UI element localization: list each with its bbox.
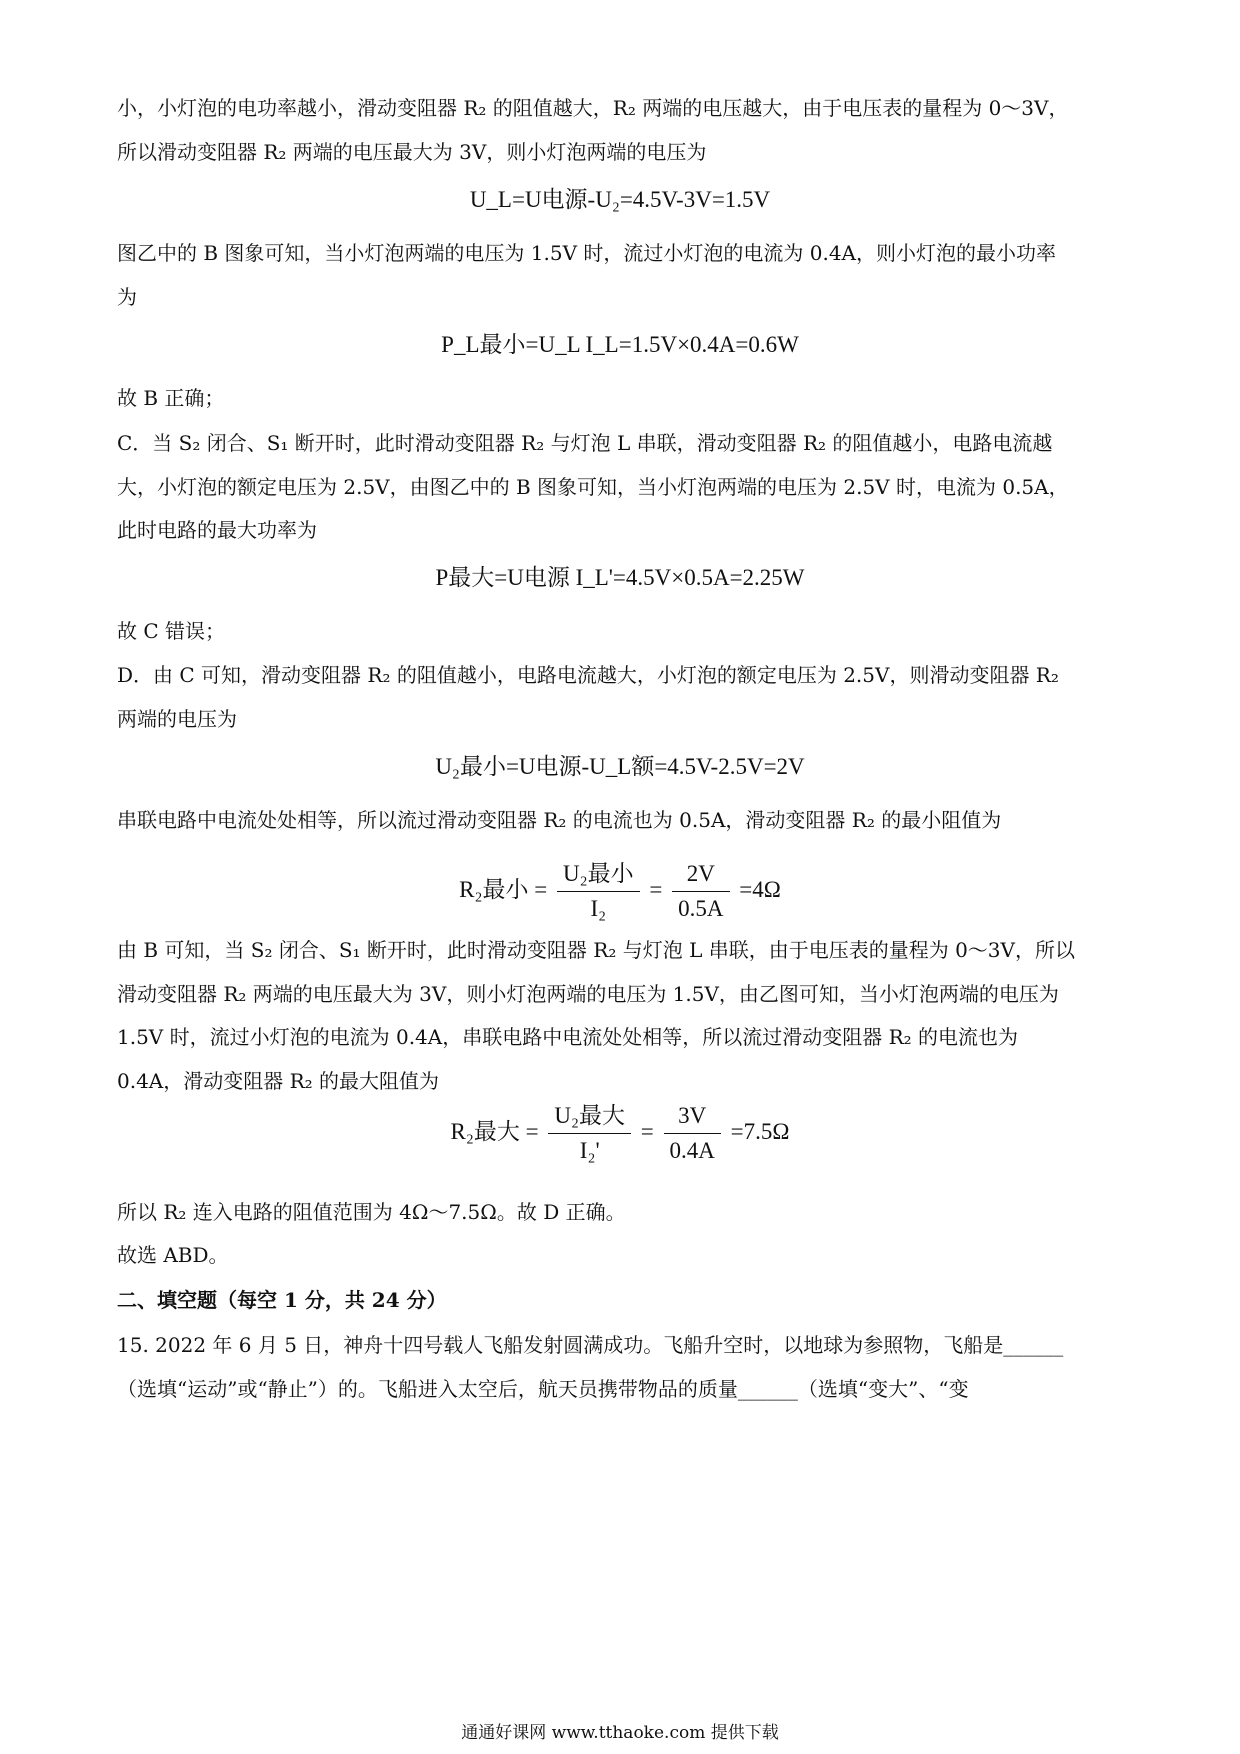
fraction xyxy=(664,1102,721,1165)
text-line: 图乙中的 B 图象可知，当小灯泡两端的电压为 1.5V 时，流过小灯泡的电流为 0.4A，则小灯泡的最小功率 xyxy=(117,241,1056,265)
fraction xyxy=(557,860,640,923)
equation-p-max: P最大=U电源 I_L'=4.5V×0.5A=2.25W xyxy=(435,565,805,590)
question-line: （选填“运动”或“静止”）的。飞船进入太空后，航天员携带物品的质量______（选填“变大”、“变 xyxy=(117,1377,969,1401)
text-line: 所以滑动变阻器 R₂ 两端的电压最大为 3V，则小灯泡两端的电压为 xyxy=(117,140,707,164)
text-line: 故选 ABD。 xyxy=(117,1243,229,1267)
numerator: U₂最小 xyxy=(557,860,640,892)
text-line: 此时电路的最大功率为 xyxy=(117,518,317,542)
text-line: 串联电路中电流处处相等，所以流过滑动变阻器 R₂ 的电流也为 0.5A，滑动变阻器 R₂ 的最小阻值为 xyxy=(117,808,1002,832)
eq-rhs: =7.5Ω xyxy=(730,1119,790,1144)
eq-lhs: R₂最小 = xyxy=(459,877,548,902)
text-line: 小，小灯泡的电功率越小，滑动变阻器 R₂ 的阻值越大，R₂ 两端的电压越大，由于电压表的量程为 0～3V， xyxy=(117,96,1069,120)
eq-equals: = xyxy=(640,1119,654,1144)
text-line: 故 B 正确； xyxy=(117,386,225,410)
text-line: 大，小灯泡的额定电压为 2.5V，由图乙中的 B 图象可知，当小灯泡两端的电压为 2.5V 时，电流为 0.5A， xyxy=(117,475,1069,499)
numerator: 3V xyxy=(664,1102,721,1134)
denominator: 0.5A xyxy=(678,896,724,922)
text-line: 两端的电压为 xyxy=(117,707,237,731)
denominator: 0.4A xyxy=(669,1138,715,1164)
text-line: 故 C 错误； xyxy=(117,619,226,643)
section-heading: 二、填空题（每空 1 分，共 24 分） xyxy=(117,1288,447,1312)
fraction xyxy=(672,860,729,923)
text-line: D．由 C 可知，滑动变阻器 R₂ 的阻值越小，电路电流越大，小灯泡的额定电压为 2.5V，则滑动变阻器 R₂ xyxy=(117,663,1059,687)
eq-lhs: R₂最大 = xyxy=(450,1119,539,1144)
text-line: 滑动变阻器 R₂ 两端的电压最大为 3V，则小灯泡两端的电压为 1.5V，由乙图可知，当小灯泡两端的电压为 xyxy=(117,982,1059,1006)
text-line: 为 xyxy=(117,285,137,309)
denominator: I₂' xyxy=(579,1138,600,1164)
text-line: 0.4A，滑动变阻器 R₂ 的最大阻值为 xyxy=(117,1069,440,1093)
denominator: I₂ xyxy=(590,896,607,922)
equation-r2-min xyxy=(0,850,1240,930)
text-line: 1.5V 时，流过小灯泡的电流为 0.4A，串联电路中电流处处相等，所以流过滑动变阻器 R₂ 的电流也为 xyxy=(117,1025,1019,1049)
eq-equals: = xyxy=(649,877,663,902)
equation-ul: U_L=U电源-U₂=4.5V-3V=1.5V xyxy=(469,187,771,212)
numerator: U₂最大 xyxy=(548,1102,631,1134)
page-footer: 通通好课网 www.tthaoke.com 提供下载 xyxy=(461,1723,779,1743)
text-line: 由 B 可知，当 S₂ 闭合、S₁ 断开时，此时滑动变阻器 R₂ 与灯泡 L 串联，由于电压表的量程为 0～3V，所以 xyxy=(117,938,1075,962)
equation-pl-min: P_L最小=U_L I_L=1.5V×0.4A=0.6W xyxy=(441,332,799,357)
fraction xyxy=(548,1102,631,1165)
equation-u2-min: U₂最小=U电源-U_L额=4.5V-2.5V=2V xyxy=(435,754,805,779)
numerator: 2V xyxy=(672,860,729,892)
question-line: 15. 2022 年 6 月 5 日，神舟十四号载人飞船发射圆满成功。飞船升空时，以地球为参照物，飞船是______ xyxy=(117,1333,1064,1357)
equation-r2-max xyxy=(0,1092,1240,1172)
text-line: C．当 S₂ 闭合、S₁ 断开时，此时滑动变阻器 R₂ 与灯泡 L 串联，滑动变阻器 R₂ 的阻值越小，电路电流越 xyxy=(117,431,1053,455)
eq-rhs: =4Ω xyxy=(739,877,781,902)
text-line: 所以 R₂ 连入电路的阻值范围为 4Ω～7.5Ω。故 D 正确。 xyxy=(117,1200,626,1224)
